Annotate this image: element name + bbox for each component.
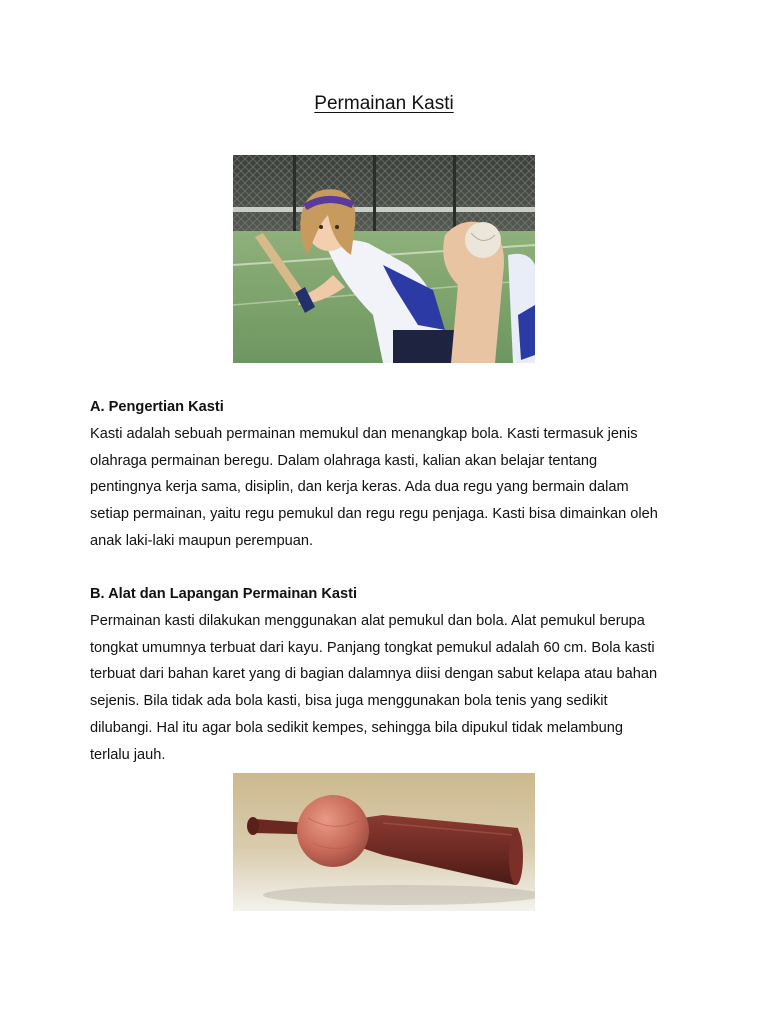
section-a-line: setiap permainan, yaitu regu pemukul dan regu regu penjaga. Kasti bisa dimainkan oleh [90,506,658,523]
section-alat-lapangan [90,581,690,769]
section-b-line: Permainan kasti dilakukan menggunakan alat pemukul dan bola. Alat pemukul berupa [90,612,645,629]
section-a-line: Kasti adalah sebuah permainan memukul dan menangkap bola. Kasti termasuk jenis [90,425,638,442]
page-title-text: Permainan Kasti [314,93,454,114]
page-title [0,92,768,116]
section-b-line: dilubangi. Hal itu agar bola sedikit kempes, sehingga bila dipukul tidak melambung [90,719,623,736]
section-a-line: olahraga permainan beregu. Dalam olahraga kasti, kalian akan belajar tentang [90,452,598,469]
section-a-line: anak laki-laki maupun perempuan. [90,532,314,549]
kasti-ball-bat-photo [233,773,535,911]
section-pengertian-kasti [90,394,690,555]
kasti-player-photo [233,155,535,363]
section-b-line: terlalu jauh. [90,746,166,763]
section-b-line: tongkat umumnya terbuat dari kayu. Panjang tongkat pemukul adalah 60 cm. Bola kasti [90,639,655,656]
section-b-heading: B. Alat dan Lapangan Permainan Kasti [90,586,358,602]
section-a-line: pentingnya kerja sama, disiplin, dan kerja keras. Ada dua regu yang bermain dalam [90,479,629,496]
section-b-line: terbuat dari bahan karet yang di bagian dalamnya diisi dengan sabut kelapa atau bahan [90,666,658,683]
section-b-line: sejenis. Bila tidak ada bola kasti, bisa juga menggunakan bola tenis yang sedikit [90,693,608,710]
section-a-heading: A. Pengertian Kasti [90,399,224,415]
